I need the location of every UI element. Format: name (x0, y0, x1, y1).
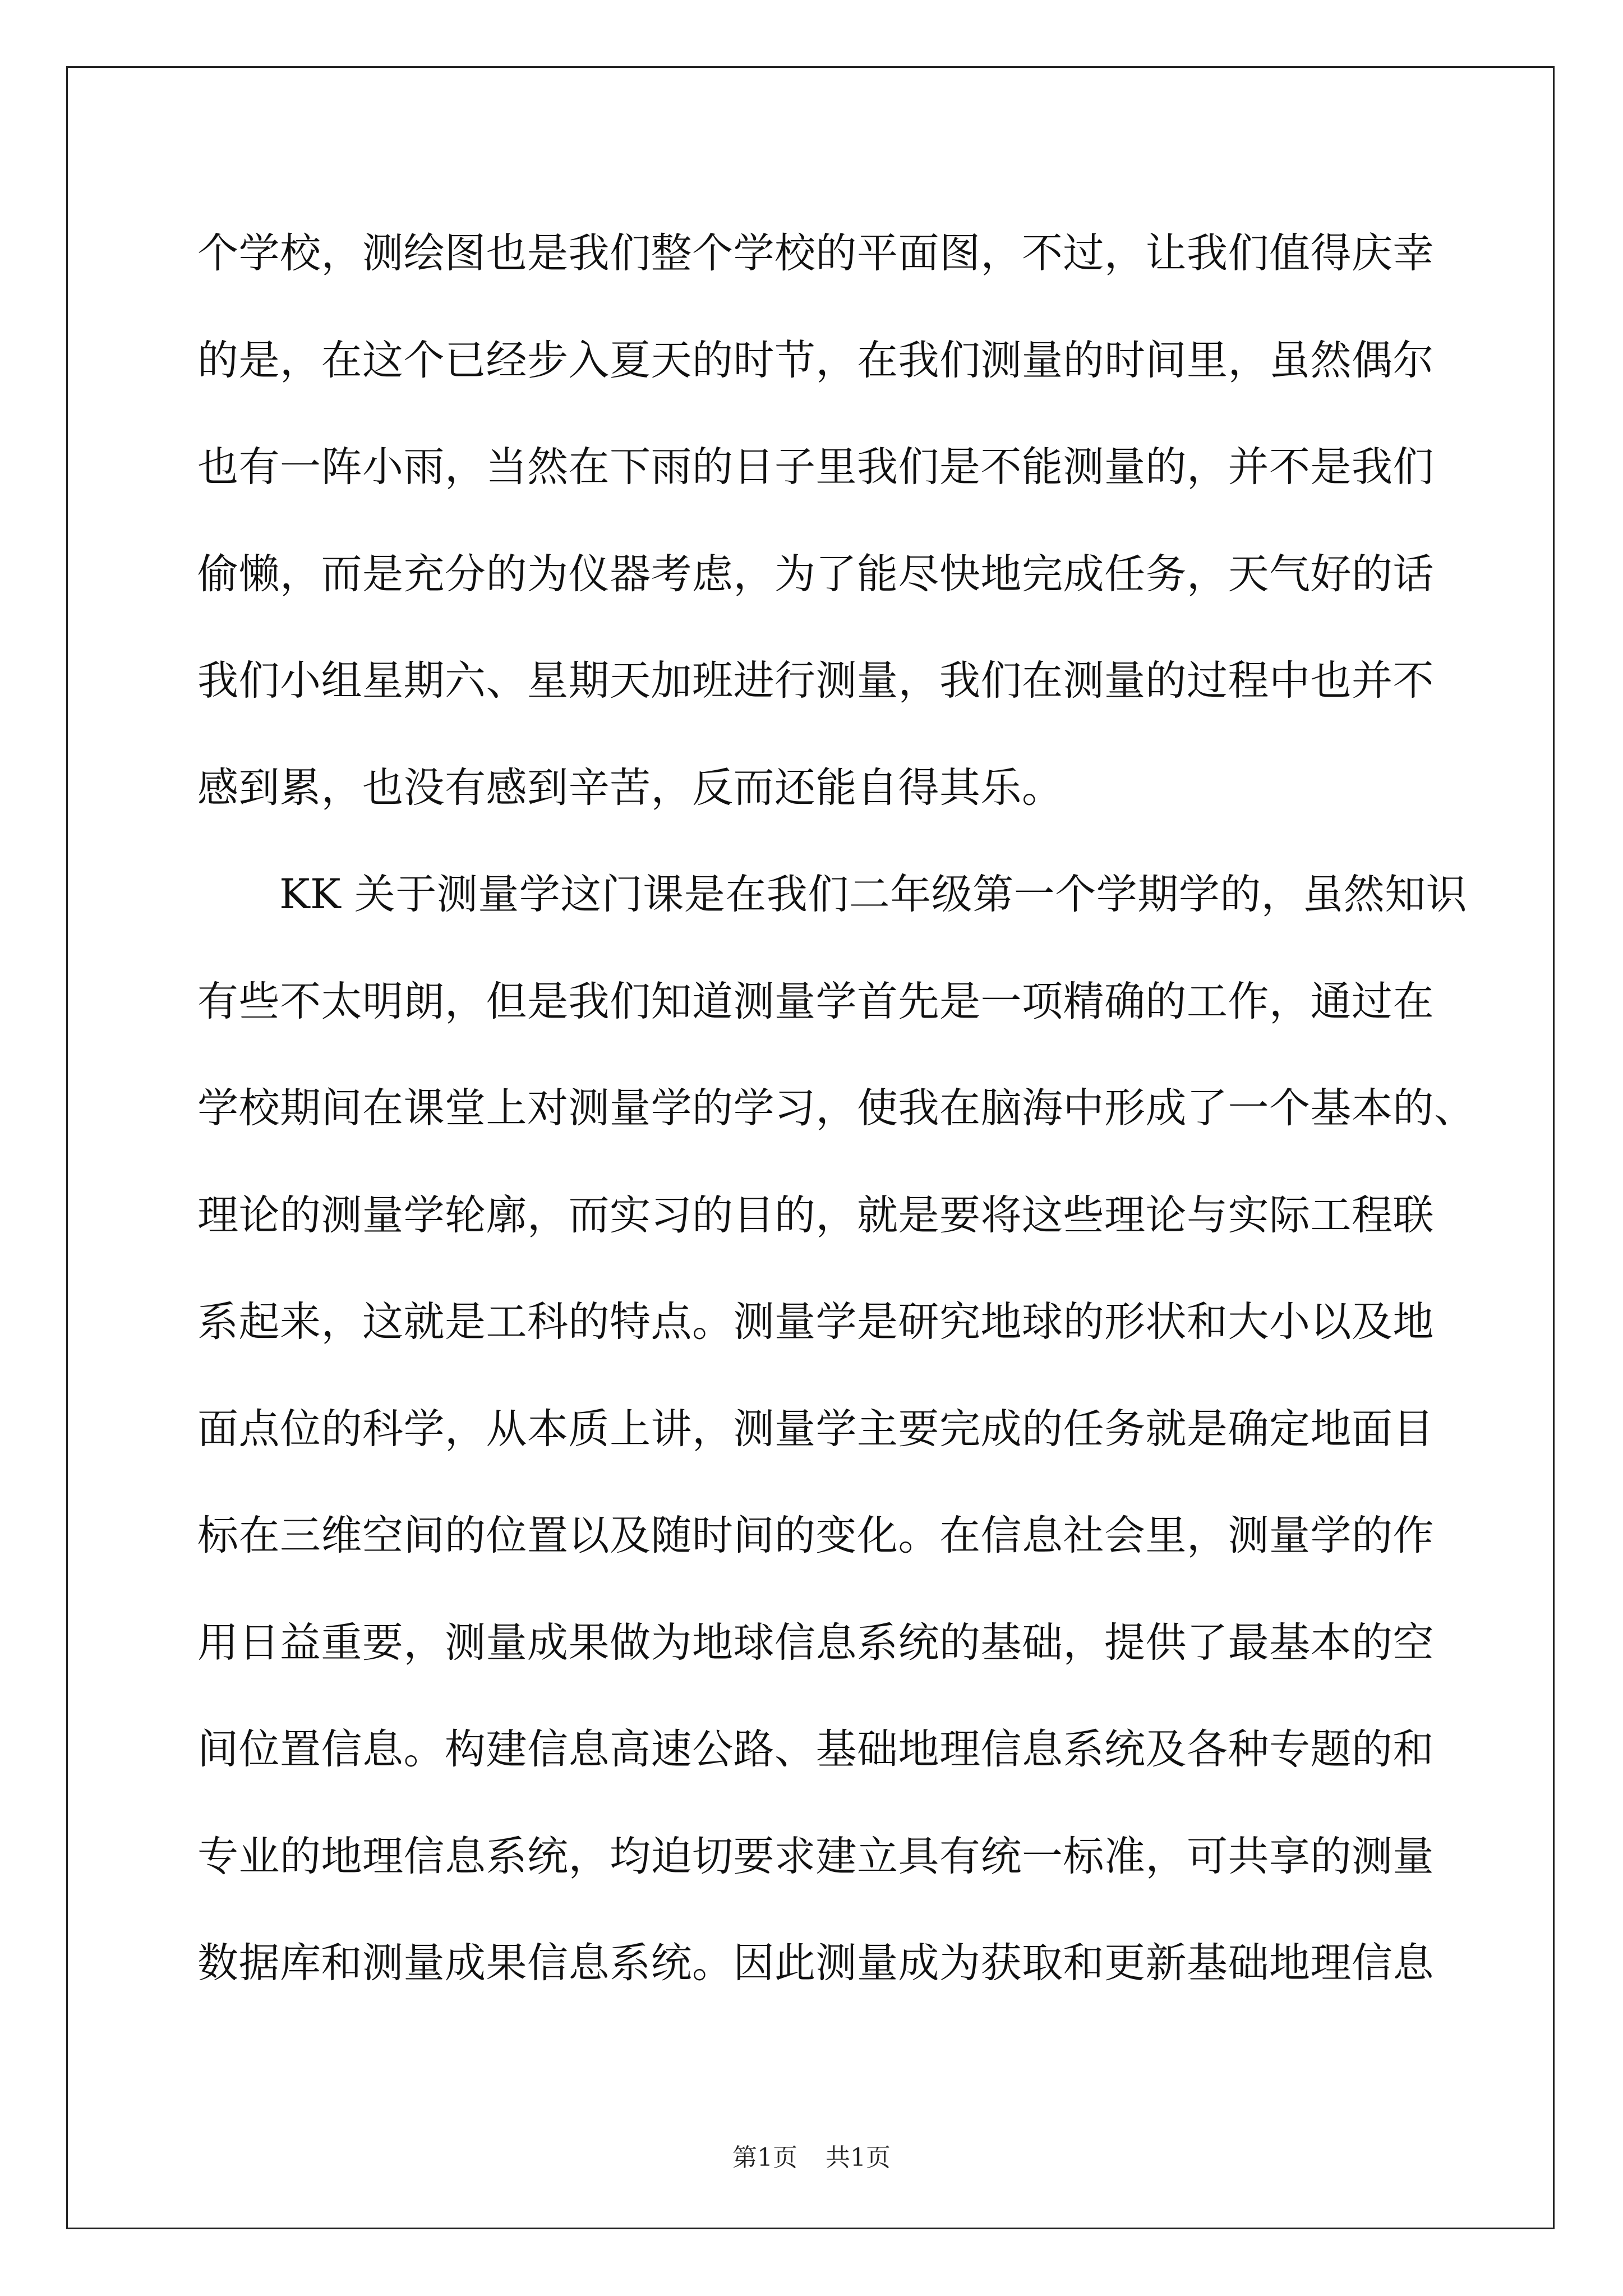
page-footer (0, 2137, 1623, 2173)
body-line: 的是，在这个已经步入夏天的时节，在我们测量的时间里，虽然偶尔 (197, 336, 1434, 384)
body-line: 系起来，这就是工科的特点。测量学是研究地球的形状和大小以及地 (197, 1298, 1434, 1346)
body-line: 专业的地理信息系统，均迫切要求建立具有统一标准，可共享的测量 (197, 1832, 1434, 1880)
body-line: 数据库和测量成果信息系统。因此测量成为获取和更新基础地理信息 (197, 1939, 1434, 1987)
document-body (197, 220, 1476, 2037)
body-line: 标在三维空间的位置以及随时间的变化。在信息社会里，测量学的作 (197, 1512, 1434, 1559)
body-line: 有些不太明朗，但是我们知道测量学首先是一项精确的工作，通过在 (197, 977, 1434, 1025)
body-line: 也有一阵小雨，当然在下雨的日子里我们是不能测量的，并不是我们 (197, 443, 1434, 491)
body-line: 学校期间在课堂上对测量学的学习，使我在脑海中形成了一个基本的、 (197, 1084, 1476, 1132)
paragraph-start-line: KK 关于测量学这门课是在我们二年级第一个学期学的，虽然知识 (279, 871, 1468, 918)
body-line: 面点位的科学，从本质上讲，测量学主要完成的任务就是确定地面目 (197, 1405, 1434, 1453)
body-line: 我们小组星期六、星期天加班进行测量，我们在测量的过程中也并不 (197, 657, 1434, 705)
body-line: 理论的测量学轮廓，而实习的目的，就是要将这些理论与实际工程联 (197, 1191, 1434, 1239)
body-line: 个学校，测绘图也是我们整个学校的平面图，不过，让我们值得庆幸 (197, 229, 1434, 277)
body-line: 间位置信息。构建信息高速公路、基础地理信息系统及各种专题的和 (197, 1726, 1434, 1773)
body-line: 偷懒，而是充分的为仪器考虑，为了能尽快地完成任务，天气好的话 (197, 550, 1434, 598)
body-line: 用日益重要，测量成果做为地球信息系统的基础，提供了最基本的空 (197, 1618, 1434, 1667)
page-number: 第1页 (732, 2143, 797, 2172)
page-total: 共1页 (826, 2143, 891, 2172)
body-line: 感到累，也没有感到辛苦，反而还能自得其乐。 (197, 763, 1063, 812)
